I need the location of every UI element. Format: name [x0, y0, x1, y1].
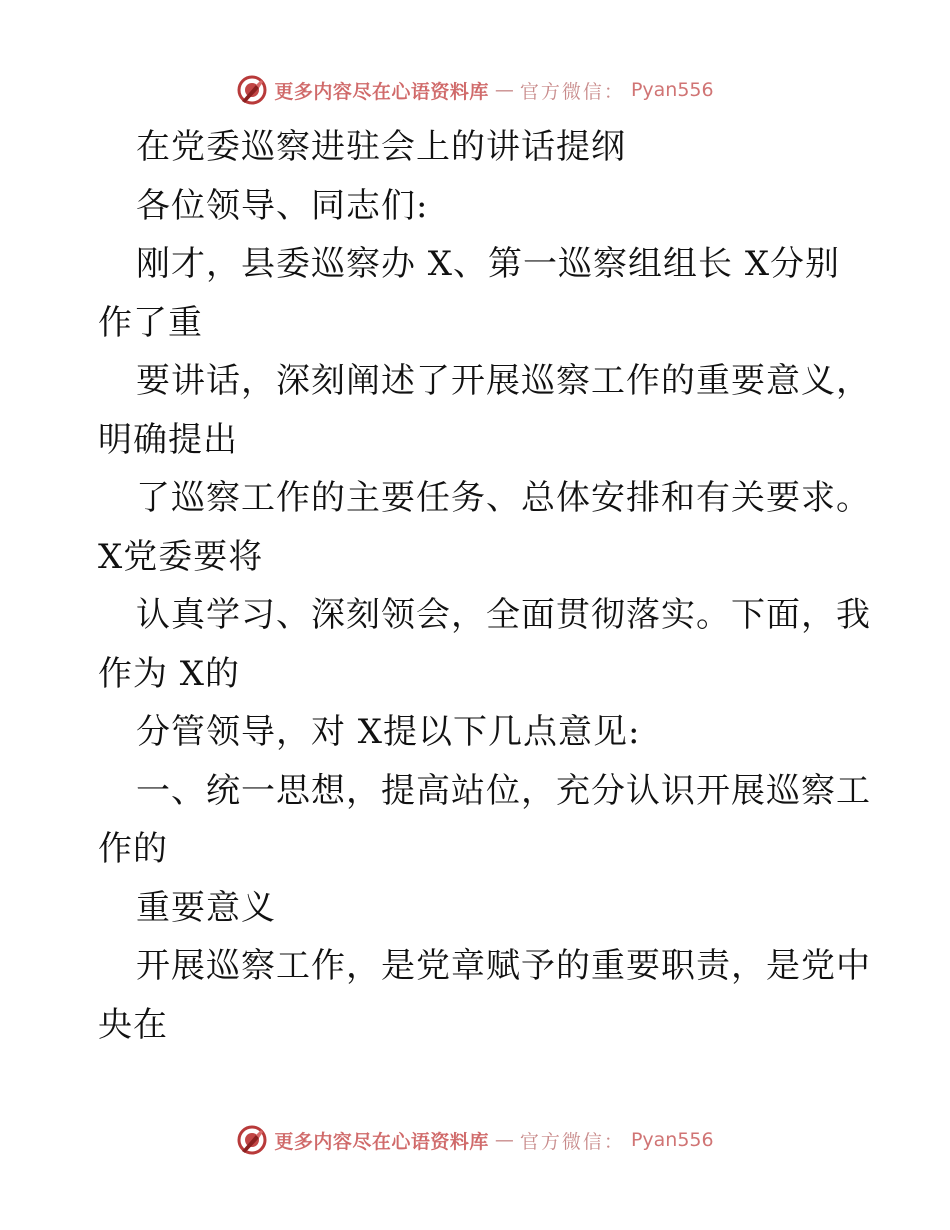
document-line: 明确提出 [98, 419, 238, 460]
document-line: 刚才，县委巡察办 X、第一巡察组组长 X分别 [136, 244, 841, 284]
document-line: X党委要将 [98, 536, 264, 577]
banner-dash: — [494, 1129, 514, 1151]
document-line: 重要意义 [136, 887, 276, 928]
document-line: 分管领导，对 X提以下几点意见: [136, 712, 641, 752]
document-line: 了巡察工作的主要任务、总体安排和有关要求。 [136, 478, 871, 518]
document-line: 各位领导、同志们: [136, 185, 429, 226]
banner-wechat-id: Pyan556 [630, 79, 714, 101]
document-line: 要讲话，深刻阐述了开展巡察工作的重要意义， [136, 361, 871, 401]
banner-wechat-label: 官方微信： [519, 80, 625, 103]
banner-wechat-label: 官方微信： [519, 1130, 625, 1153]
document-line: 认真学习、深刻领会，全面贯彻落实。下面，我 [136, 595, 871, 635]
document-line: 作了重 [98, 302, 203, 343]
banner-slogan: 更多内容尽在心语资料库 [274, 1130, 489, 1153]
banner-wechat-id: Pyan556 [630, 1129, 714, 1151]
document-line: 作为 X的 [98, 653, 241, 694]
red-circular-pen-logo-icon [236, 1124, 268, 1156]
document-line: 一、统一思想，提高站位，充分认识开展巡察工 [136, 770, 871, 811]
document-body [98, 118, 871, 1054]
document-line: 央在 [98, 1004, 168, 1045]
red-circular-pen-logo-icon [236, 74, 268, 106]
document-line: 在党委巡察进驻会上的讲话提纲 [136, 127, 626, 167]
header-banner [0, 70, 950, 110]
banner-slogan: 更多内容尽在心语资料库 [274, 80, 489, 103]
footer-banner [0, 1120, 950, 1160]
document-line: 开展巡察工作，是党章赋予的重要职责，是党中 [136, 946, 871, 986]
document-line: 作的 [98, 829, 168, 869]
banner-dash: — [494, 79, 514, 101]
